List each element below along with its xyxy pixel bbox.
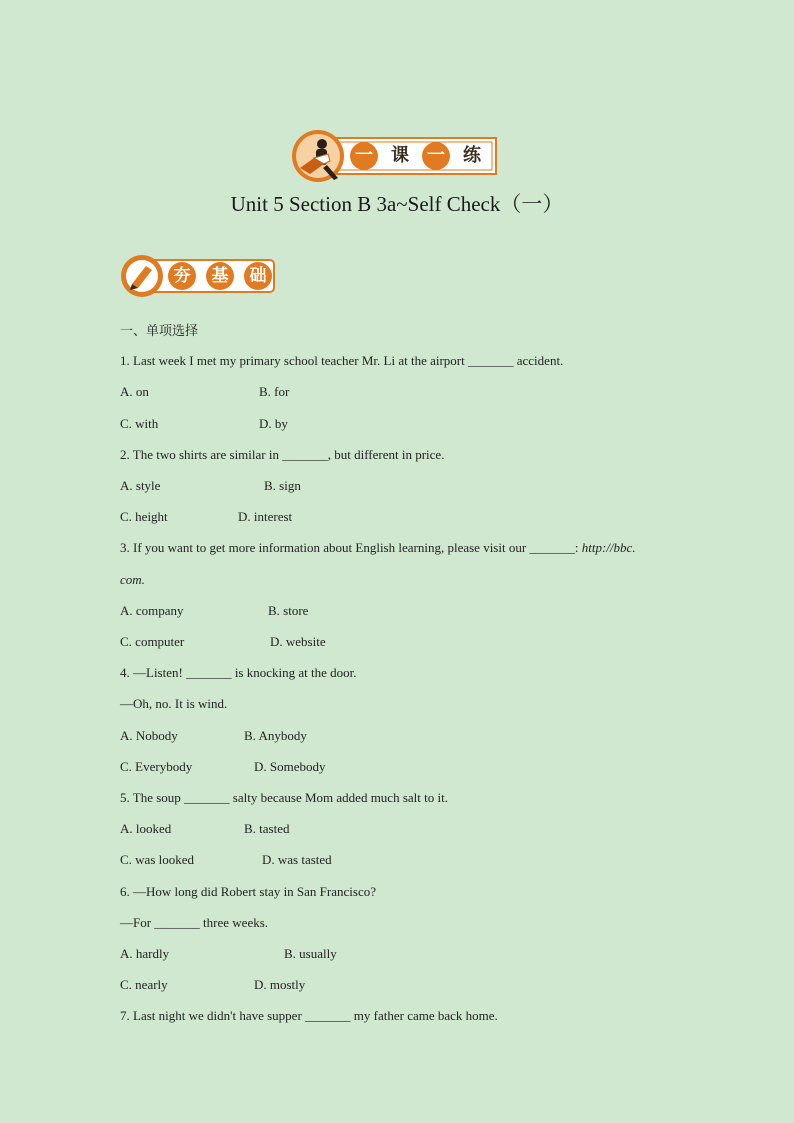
question-1-stem: 1. Last week I met my primary school teacher Mr. Li at the airport _______ accident. xyxy=(120,353,564,368)
practice-banner xyxy=(290,128,500,184)
question-4-option-a: A. Nobody xyxy=(120,728,178,743)
question-1-option-c: C. with xyxy=(120,416,159,431)
question-6-option-c: C. nearly xyxy=(120,977,168,992)
question-3-url: http://bbc. xyxy=(581,540,636,555)
question-3-option-b: B. store xyxy=(268,603,309,618)
question-3-stem xyxy=(120,540,636,556)
page-title: Unit 5 Section B 3a~Self Check（一） xyxy=(230,192,564,216)
badge-char-1: 夯 xyxy=(168,262,196,290)
question-4-response: —Oh, no. It is wind. xyxy=(120,696,228,711)
question-3-url-continued: com. xyxy=(120,572,145,587)
question-2-option-c: C. height xyxy=(120,509,168,524)
question-6-option-a: A. hardly xyxy=(120,946,170,961)
question-4-option-d: D. Somebody xyxy=(254,759,326,774)
question-3-option-c: C. computer xyxy=(120,634,185,649)
banner-char-1: 一 xyxy=(350,142,378,170)
question-3-option-d: D. website xyxy=(270,634,326,649)
question-6-stem: 6. —How long did Robert stay in San Francisco? xyxy=(120,884,376,899)
question-2-option-a: A. style xyxy=(120,478,161,493)
question-3-option-a: A. company xyxy=(120,603,184,618)
question-6-option-b: B. usually xyxy=(284,946,337,961)
question-1-option-a: A. on xyxy=(120,384,149,399)
banner-char-2: 课 xyxy=(391,145,409,166)
question-5-option-a: A. looked xyxy=(120,821,172,836)
banner-char-4: 练 xyxy=(463,145,481,166)
question-5-stem: 5. The soup _______ salty because Mom added much salt to it. xyxy=(120,790,448,805)
question-3-stem-text: 3. If you want to get more information about English learning, please visit our _______: xyxy=(120,540,582,555)
question-2-stem: 2. The two shirts are similar in _______, but different in price. xyxy=(120,447,445,462)
question-5-option-b: B. tasted xyxy=(244,821,290,836)
question-6-option-d: D. mostly xyxy=(254,977,306,992)
question-1-option-d: D. by xyxy=(259,416,288,431)
badge-char-2: 基 xyxy=(206,262,234,290)
question-5-option-d: D. was tasted xyxy=(262,852,332,867)
question-2-option-b: B. sign xyxy=(264,478,301,493)
question-7-stem: 7. Last night we didn't have supper _______ my father came back home. xyxy=(120,1008,498,1023)
question-2-option-d: D. interest xyxy=(238,509,293,524)
question-4-option-b: B. Anybody xyxy=(244,728,307,743)
question-5-option-c: C. was looked xyxy=(120,852,195,867)
question-4-stem: 4. —Listen! _______ is knocking at the door. xyxy=(120,665,357,680)
section-heading: 一、单项选择 xyxy=(120,324,199,339)
question-6-response: —For _______ three weeks. xyxy=(120,915,269,930)
section-badge xyxy=(120,254,280,298)
question-4-option-c: C. Everybody xyxy=(120,759,193,774)
badge-char-3: 础 xyxy=(244,262,272,290)
question-1-option-b: B. for xyxy=(259,384,290,399)
banner-char-3: 一 xyxy=(422,142,450,170)
